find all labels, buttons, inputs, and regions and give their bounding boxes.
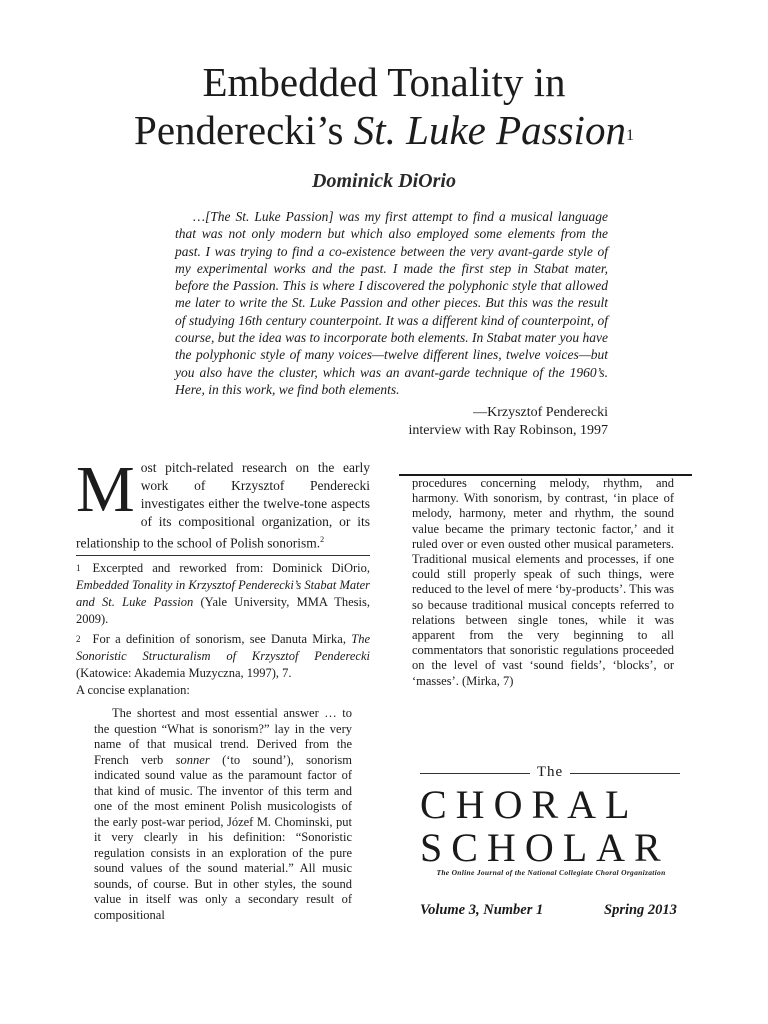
masthead-tagline: The Online Journal of the National Collegiate Choral Organization (436, 868, 666, 877)
attribution-line1: —Krzysztof Penderecki (473, 405, 608, 420)
masthead-scholar: SCHOLAR (420, 825, 670, 870)
right-column-text: procedures concerning melody, rhythm, and harmony. With sonorism, by contrast, ‘in place of melody, harmony, meter and rhythm, the sound value became the primary tectonic factor,’ and it ruled over or even ousted other musical parameters. Traditional musical elements and processes, if one could still properly speak of such things, were reduced to the level of mere ‘by-products’. This was so because traditional musical concepts referred to relations between single tones, while it was apparent from the very beginning to all commentators that sonoristic regulations proceeded on the level of vast ‘sound fields’, ‘blocks’, or ‘masses’. (Mirka, 7) (412, 476, 674, 688)
bq-italic: sonner (175, 752, 210, 767)
author-name: Dominick DiOrio (312, 170, 456, 192)
concise-explanation: A concise explanation: (76, 683, 190, 697)
footnote-2-number: 2 (76, 634, 81, 644)
article-title-line2 (0, 106, 768, 154)
volume-number: Volume 3, Number 1 (420, 902, 544, 918)
masthead-choral: CHORAL (420, 782, 639, 827)
bq-part1: The shortest and most essential answer … to the question “What is sonorism?” lay in the very name of that musical trend. Derived from the French verb (94, 706, 352, 767)
bq-part2: (‘to sound’), sonorism indicated sound value as the paramount factor of that kind of music. The inventor of this term and one of the most eminent Polish musicologists of the early post-war period, Józef M. Chominski, put it very clearly in his definition: “Sonoristic regulation consists in an exploration of the pure sound values of the sound material.” All music sounds, of course. But in other styles, the sound value in itself was only a secondary result of compositional (94, 752, 353, 922)
attribution-line2: interview with Ray Robinson, 1997 (408, 423, 608, 438)
block-quote-text (94, 706, 352, 923)
epigraph-attribution (409, 404, 609, 440)
block-quote (94, 706, 352, 923)
footnote-2-post: (Katowice: Akademia Muzyczna, 1997), 7. (76, 666, 292, 680)
masthead-the: The (536, 764, 564, 780)
article-title-line1: Embedded Tonality in (202, 59, 566, 105)
body-opening (76, 453, 370, 553)
footnote-2-italic: The Sonoristic Structuralism of Krzysztof Penderecki (76, 632, 370, 663)
footnote-1-number: 1 (76, 563, 81, 573)
footnote-2-pre: For a definition of sonorism, see Danuta Mirka, (92, 632, 352, 646)
title-prefix: Penderecki’s (134, 107, 354, 153)
footnote-1 (76, 560, 370, 628)
opening-text: ost pitch-related research on the early work of Krzysztof Penderecki investigates either the twelve-tone aspects of its compositional organization, or its relationship to the school of Polish sonorism. (76, 460, 370, 551)
footnote-2 (76, 631, 370, 699)
footnote-1-pre: Excerpted and reworked from: Dominick DiOrio, (92, 561, 370, 575)
right-column (412, 476, 674, 689)
footnote-divider (76, 555, 370, 556)
title-footnote-mark: 1 (625, 127, 634, 144)
epigraph-text: …[The St. Luke Passion] was my first attempt to find a musical language that was not only modern but which also employed some elements from the past. I was trying to find a co-existence between the very avant-garde style of my experimental works and the past. I made the first step in Stabat mater, before the Passion. This is where I discovered the polyphonic style that allowed me later to write the St. Luke Passion and other pieces. But this was the result of studying 16th century counterpoint. It was a different kind of counterpoint, of course, but the idea was to incorporate both elements. In Stabat mater you have the polyphonic style of many voices—twelve different lines, twelve voices—but you also have the cluster, which was an avant-garde technique of the 1960’s. Here, in this work, we find both elements. (175, 209, 608, 397)
issue-season: Spring 2013 (604, 902, 677, 918)
footnote-1-italic: Embedded Tonality in Krzysztof Penderecki’s Stabat Mater and St. Luke Passion (76, 578, 370, 609)
epigraph (175, 208, 608, 398)
title-italic: St. Luke Passion (353, 107, 626, 153)
opening-note-mark: 2 (320, 535, 325, 544)
footnote-1-post: (Yale University, MMA Thesis, 2009). (76, 595, 370, 626)
dropcap: M (76, 453, 135, 526)
